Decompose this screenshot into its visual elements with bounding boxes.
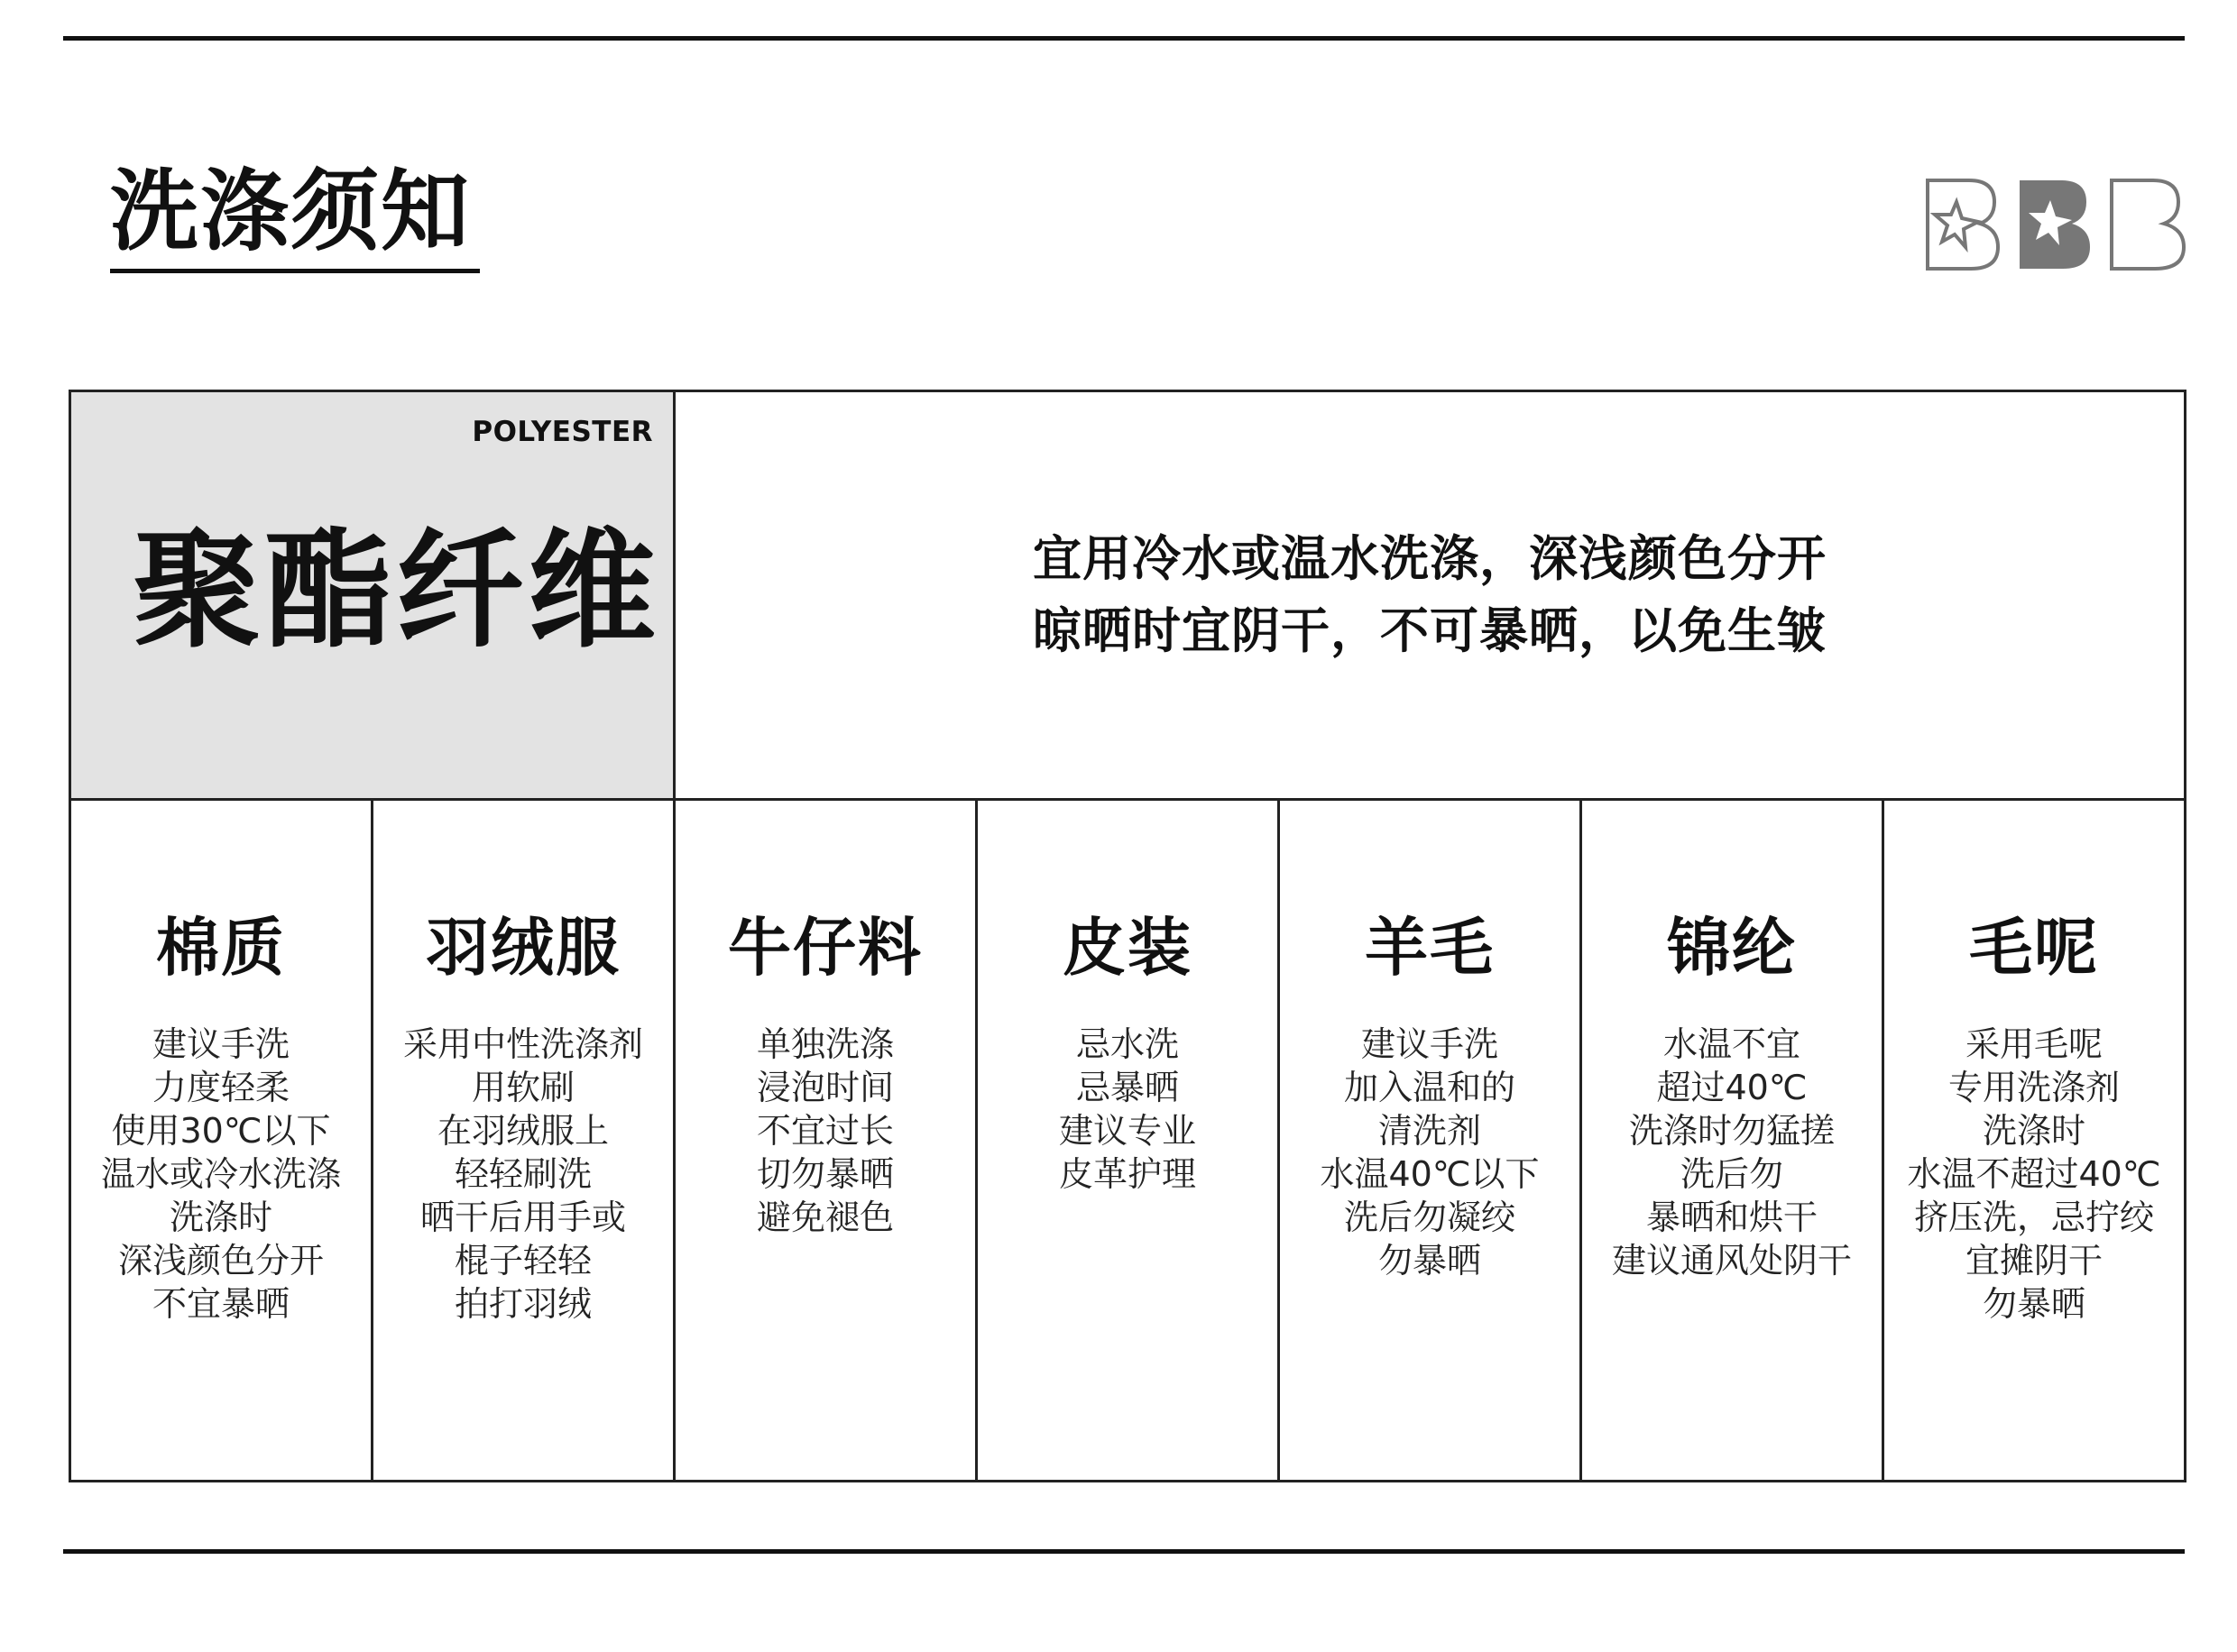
fabric-denim xyxy=(676,801,978,1480)
summary-line: 晾晒时宜阴干，不可暴晒，以免生皱 xyxy=(1033,602,1827,659)
fabric-name: 皮装 xyxy=(1063,911,1192,985)
instruction-line: 采用毛呢 xyxy=(1965,1024,2103,1064)
fabric-name: 毛呢 xyxy=(1969,911,2099,985)
instruction-line: 建议通风处阴干 xyxy=(1611,1241,1852,1280)
instruction-line: 棍子轻轻 xyxy=(454,1241,592,1280)
instruction-line: 不宜过长 xyxy=(756,1111,894,1151)
instruction-line: 水温不宜 xyxy=(1662,1024,1800,1064)
top-rule xyxy=(63,36,2185,41)
instruction-line: 洗涤时 xyxy=(1982,1111,2085,1151)
instruction-line: 晒干后用手或 xyxy=(419,1198,626,1237)
instruction-line: 勿暴晒 xyxy=(1982,1284,2085,1324)
instruction-line: 单独洗涤 xyxy=(756,1024,894,1064)
fabric-name: 羊毛 xyxy=(1365,911,1495,985)
title-underline xyxy=(110,269,480,273)
fabric-name: 锦纶 xyxy=(1667,911,1797,985)
fabric-nylon xyxy=(1582,801,1884,1480)
instruction-line: 用软刷 xyxy=(471,1068,575,1107)
instruction-line: 水温不超过40℃ xyxy=(1907,1154,2161,1194)
instruction-line: 建议手洗 xyxy=(152,1024,290,1064)
fabric-wool xyxy=(1280,801,1582,1480)
instruction-line: 避免褪色 xyxy=(756,1198,894,1237)
fabric-leather xyxy=(978,801,1280,1480)
fabric-name: 牛仔料 xyxy=(728,911,923,985)
instruction-line: 忌暴晒 xyxy=(1075,1068,1179,1107)
fabric-name: 羽绒服 xyxy=(426,911,621,985)
instruction-line: 不宜暴晒 xyxy=(152,1284,290,1324)
instruction-line: 水温40℃以下 xyxy=(1320,1154,1540,1194)
polyester-name: 聚酯纤维 xyxy=(133,517,659,665)
instruction-line: 皮革护理 xyxy=(1058,1154,1196,1194)
instruction-line: 勿暴晒 xyxy=(1377,1241,1481,1280)
instruction-line: 浸泡时间 xyxy=(756,1068,894,1107)
fabric-woolen-cloth xyxy=(1884,801,2184,1480)
care-table xyxy=(69,390,2186,1482)
fabric-instructions xyxy=(1612,1023,1852,1282)
instruction-line: 专用洗涤剂 xyxy=(1947,1068,2120,1107)
instruction-line: 超过40℃ xyxy=(1656,1068,1808,1107)
instruction-line: 宜摊阴干 xyxy=(1965,1241,2103,1280)
instruction-line: 建议手洗 xyxy=(1360,1024,1498,1064)
polyester-english-label: POLYESTER xyxy=(472,416,653,448)
instruction-line: 切勿暴晒 xyxy=(756,1154,894,1194)
instruction-line: 力度轻柔 xyxy=(152,1068,290,1107)
instruction-line: 清洗剂 xyxy=(1377,1111,1481,1151)
fabric-instructions xyxy=(403,1023,643,1326)
logo-b-outline xyxy=(2112,180,2184,269)
page-title: 洗涤须知 xyxy=(110,161,472,263)
instruction-line: 洗涤时勿猛搓 xyxy=(1628,1111,1835,1151)
fabric-cotton xyxy=(71,801,373,1480)
instruction-line: 加入温和的 xyxy=(1343,1068,1515,1107)
instruction-line: 使用30℃以下 xyxy=(111,1111,331,1151)
instruction-line: 暴晒和烘干 xyxy=(1645,1198,1818,1237)
polyester-instructions xyxy=(676,392,2184,801)
fabric-instructions xyxy=(1320,1023,1539,1282)
brand-logo xyxy=(1924,177,2189,272)
logo-b-outline-star xyxy=(1928,180,1998,269)
fabric-down-jacket xyxy=(373,801,676,1480)
instruction-line: 洗后勿凝绞 xyxy=(1343,1198,1515,1237)
instruction-line: 在羽绒服上 xyxy=(437,1111,609,1151)
polyester-cell xyxy=(71,392,676,801)
instruction-line: 忌水洗 xyxy=(1075,1024,1179,1064)
instruction-line: 温水或冷水洗涤 xyxy=(100,1154,341,1194)
logo-b-filled-star xyxy=(2020,180,2090,269)
instruction-line: 拍打羽绒 xyxy=(454,1284,592,1324)
fabric-instructions xyxy=(101,1023,341,1326)
fabric-name: 棉质 xyxy=(156,911,286,985)
instruction-line: 采用中性洗涤剂 xyxy=(402,1024,643,1064)
fabric-instructions xyxy=(1907,1023,2160,1326)
summary-line: 宜用冷水或温水洗涤，深浅颜色分开 xyxy=(1033,530,1827,587)
instruction-line: 轻轻刷洗 xyxy=(454,1154,592,1194)
instruction-line: 挤压洗，忌拧绞 xyxy=(1913,1198,2154,1237)
instruction-line: 洗涤时 xyxy=(169,1198,272,1237)
fabric-instructions xyxy=(1059,1023,1196,1196)
instruction-line: 深浅颜色分开 xyxy=(117,1241,324,1280)
bottom-rule xyxy=(63,1549,2185,1554)
fabric-instructions xyxy=(757,1023,894,1239)
fabric-row xyxy=(71,801,2184,1480)
instruction-line: 建议专业 xyxy=(1058,1111,1196,1151)
instruction-line: 洗后勿 xyxy=(1680,1154,1783,1194)
